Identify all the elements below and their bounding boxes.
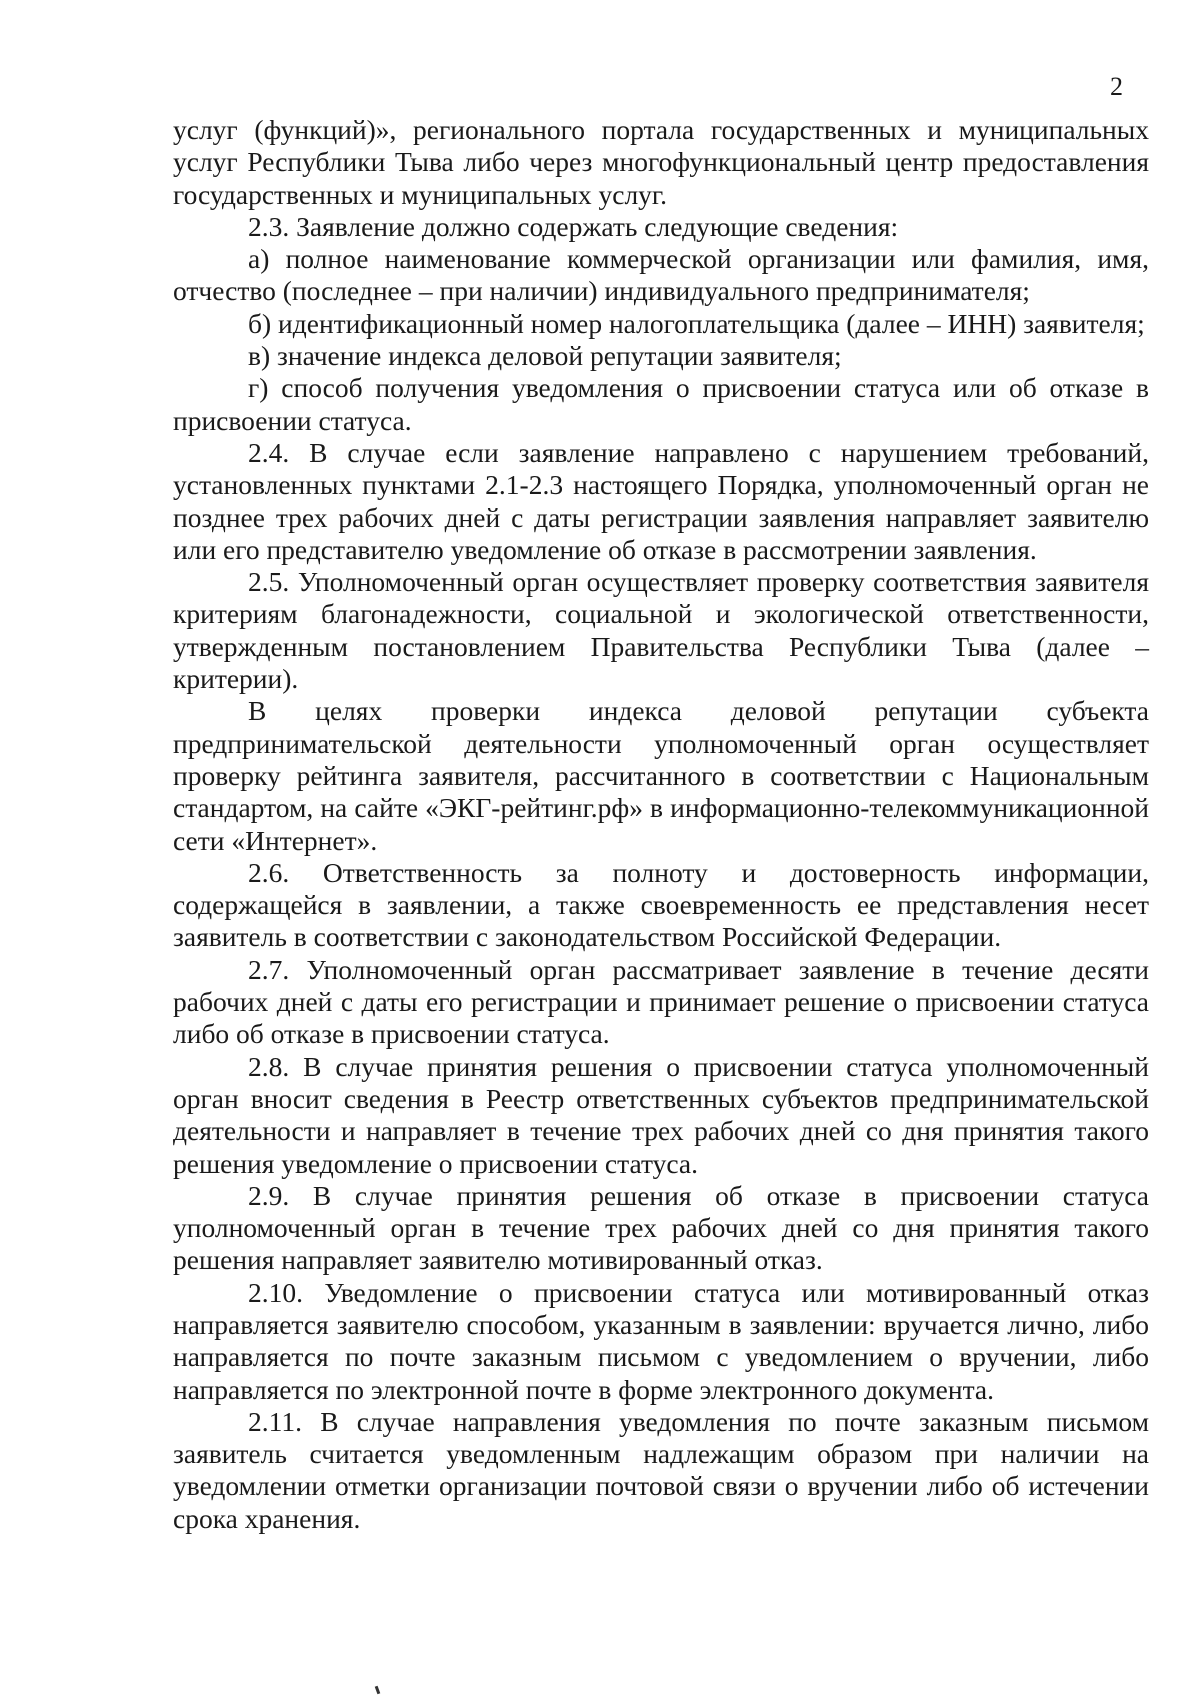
- paragraph-rating-check: В целях проверки индекса деловой репутации субъекта предпринимательской деятельности уполномоченный орган осуществляет проверку рейтинга заявителя, рассчитанного в соответствии с Национальным стандартом, на сайте «ЭКГ-рейтинг.рф» в информационно-телекоммуникационной сети «Интернет».: [173, 695, 1149, 856]
- list-item-a: а) полное наименование коммерческой организации или фамилия, имя, отчество (последнее – при наличии) индивидуального предпринимателя;: [173, 243, 1149, 307]
- paragraph-2-9: 2.9. В случае принятия решения об отказе в присвоении статуса уполномоченный орган в течение трех рабочих дней со дня принятия такого решения направляет заявителю мотивированный отказ.: [173, 1179, 1149, 1276]
- paragraph-2-10: 2.10. Уведомление о присвоении статуса или мотивированный отказ направляется заявителю способом, указанным в заявлении: вручается лично, либо направляется по почте заказным письмом с уведомлением о вручении, либо направляется по электронной почте в форме электронного документа.: [173, 1276, 1149, 1405]
- paragraph-continuation: услуг (функций)», регионального портала государственных и муниципальных услуг Республики Тыва либо через многофункциональный центр предоставления государственных и муниципальных услуг.: [173, 114, 1149, 210]
- list-item-v: в) значение индекса деловой репутации заявителя;: [248, 340, 842, 372]
- page-number: 2: [1110, 72, 1123, 101]
- scan-mark: [375, 1686, 381, 1695]
- paragraph-2-11: 2.11. В случае направления уведомления по почте заказным письмом заявитель считается уведомленным надлежащим образом при наличии на уведомлении отметки организации почтовой связи о вручении либо об истечении срока хранения.: [173, 1405, 1149, 1534]
- paragraph-2-6: 2.6. Ответственность за полноту и достоверность информации, содержащейся в заявлении, а также своевременность ее представления несет заявитель в соответствии с законодательством Российской Федерации.: [173, 856, 1149, 953]
- paragraph-2-8: 2.8. В случае принятия решения о присвоении статуса уполномоченный орган вносит сведения в Реестр ответственных субъектов предпринимательской деятельности и направляет в течение трех рабочих дней со дня принятия такого решения уведомление о присвоении статуса.: [173, 1050, 1149, 1179]
- document-body: [173, 114, 1149, 1535]
- paragraph-2-4: 2.4. В случае если заявление направлено с нарушением требований, установленных пунктами 2.1-2.3 настоящего Порядка, уполномоченный орган не позднее трех рабочих дней с даты регистрации заявления направляет заявителю или его представителю уведомление об отказе в рассмотрении заявления.: [173, 436, 1149, 565]
- paragraph-2-5: 2.5. Уполномоченный орган осуществляет проверку соответствия заявителя критериям благонадежности, социальной и экологической ответственности, утвержденным постановлением Правительства Республики Тыва (далее – критерии).: [173, 566, 1149, 695]
- list-item-b: б) идентификационный номер налогоплательщика (далее – ИНН) заявителя;: [248, 307, 1145, 339]
- paragraph-2-7: 2.7. Уполномоченный орган рассматривает заявление в течение десяти рабочих дней с даты его регистрации и принимает решение о присвоении статуса либо об отказе в присвоении статуса.: [173, 953, 1149, 1050]
- paragraph-2-3: 2.3. Заявление должно содержать следующие сведения:: [248, 210, 899, 242]
- list-item-g: г) способ получения уведомления о присвоении статуса или об отказе в присвоении статуса.: [173, 372, 1149, 436]
